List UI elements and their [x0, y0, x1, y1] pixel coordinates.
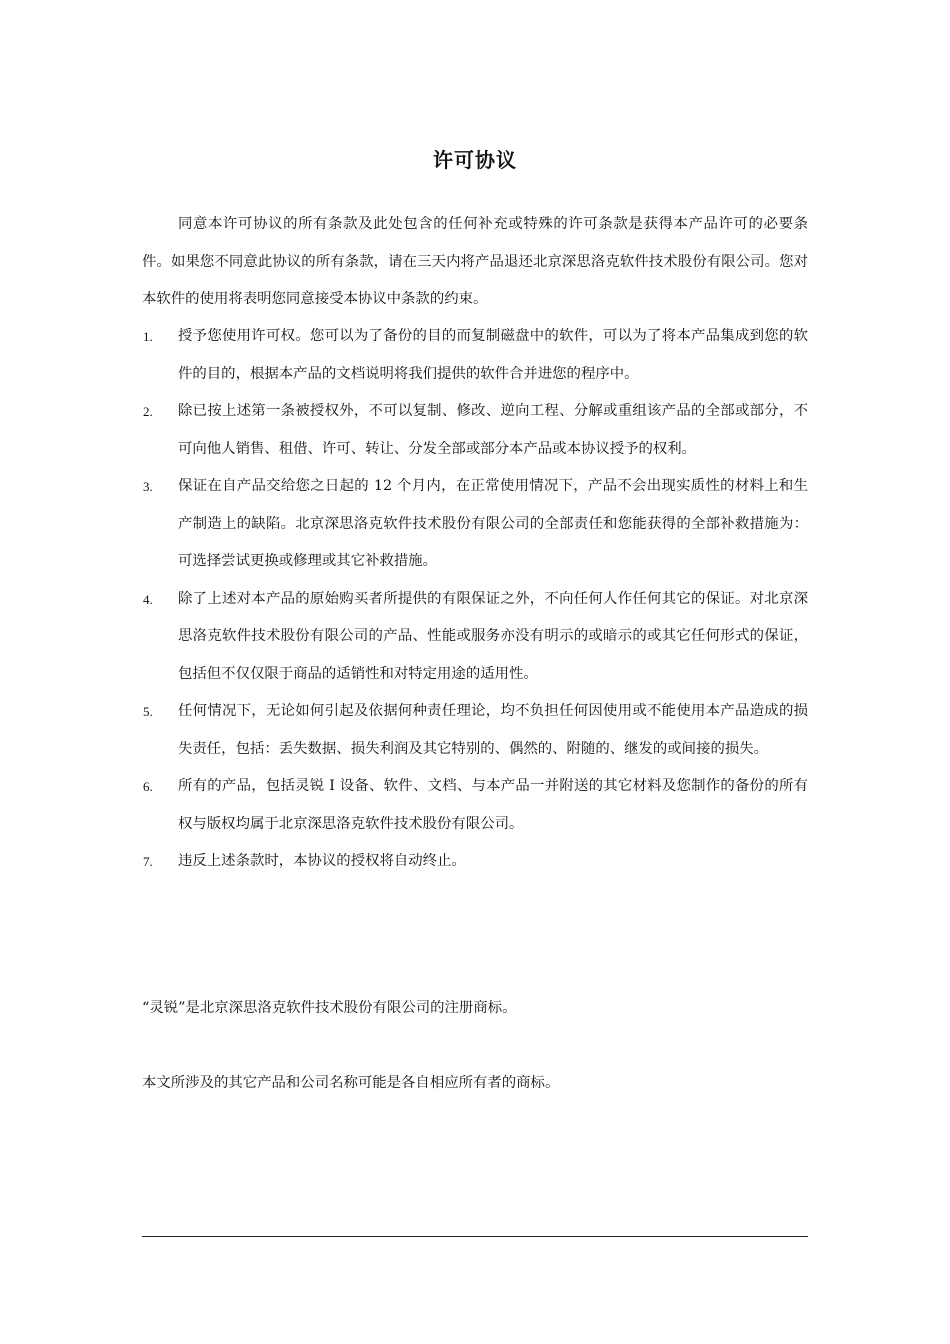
clause-text: 任何情况下，无论如何引起及依据何种责任理论，均不负担任何因使用或不能使用本产品造成的损失责任，包括：丢失数据、损失利润及其它特别的、偶然的、附随的、继发的或间接的损失。 — [178, 703, 808, 757]
trademark-note: “灵锐”是北京深思洛克软件技术股份有限公司的注册商标。 — [142, 1000, 517, 1016]
clause-text: 授予您使用许可权。您可以为了备份的目的而复制磁盘中的软件，可以为了将本产品集成到您的软件的目的，根据本产品的文档说明将我们提供的软件合并进您的程序中。 — [178, 328, 808, 382]
clause-text: 除了上述对本产品的原始购买者所提供的有限保证之外，不向任何人作任何其它的保证。对北京深思洛克软件技术股份有限公司的产品、性能或服务亦没有明示的或暗示的或其它任何形式的保证，包括但不仅仅限于商品的适销性和对特定用途的适用性。 — [178, 590, 808, 682]
clause-text: 违反上述条款时，本协议的授权将自动终止。 — [178, 853, 466, 869]
clause-text: 除已按上述第一条被授权外，不可以复制、修改、逆向工程、分解或重组该产品的全部或部分，不可向他人销售、租借、许可、转让、分发全部或部分本产品或本协议授予的权利。 — [178, 403, 808, 457]
clause-item — [142, 393, 808, 468]
clause-item — [142, 693, 808, 768]
clause-number: 6. — [143, 779, 153, 794]
clause-number: 4. — [143, 591, 153, 607]
clause-list — [142, 318, 808, 881]
clause-number: 1. — [143, 329, 153, 344]
clause-number: 5. — [143, 704, 153, 719]
clause-number: 7. — [143, 854, 153, 869]
other-marks-note: 本文所涉及的其它产品和公司名称可能是各自相应所有者的商标。 — [142, 1075, 560, 1091]
clause-item — [142, 581, 808, 694]
clause-item — [142, 843, 808, 881]
clause-item — [142, 468, 808, 581]
clause-number: 2. — [143, 404, 153, 419]
clause-text: 所有的产品，包括灵锐 I 设备、软件、文档、与本产品一并附送的其它材料及您制作的备份的所有权与版权均属于北京深思洛克软件技术股份有限公司。 — [178, 778, 808, 832]
clause-text: 保证在自产品交给您之日起的 12 个月内，在正常使用情况下，产品不会出现实质性的材料上和生产制造上的缺陷。北京深思洛克软件技术股份有限公司的全部责任和您能获得的全部补救措施为：可选择尝试更换或修理或其它补救措施。 — [178, 478, 808, 569]
footer-divider — [142, 1236, 808, 1237]
document-title: 许可协议 — [433, 148, 517, 172]
clause-item — [142, 318, 808, 393]
clause-item — [142, 768, 808, 843]
intro-paragraph: 同意本许可协议的所有条款及此处包含的任何补充或特殊的许可条款是获得本产品许可的必要条件。如果您不同意此协议的所有条款，请在三天内将产品退还北京深思洛克软件技术股份有限公司。您对本软件的使用将表明您同意接受本协议中条款的约束。 — [142, 216, 808, 307]
clause-number: 3. — [143, 479, 153, 494]
